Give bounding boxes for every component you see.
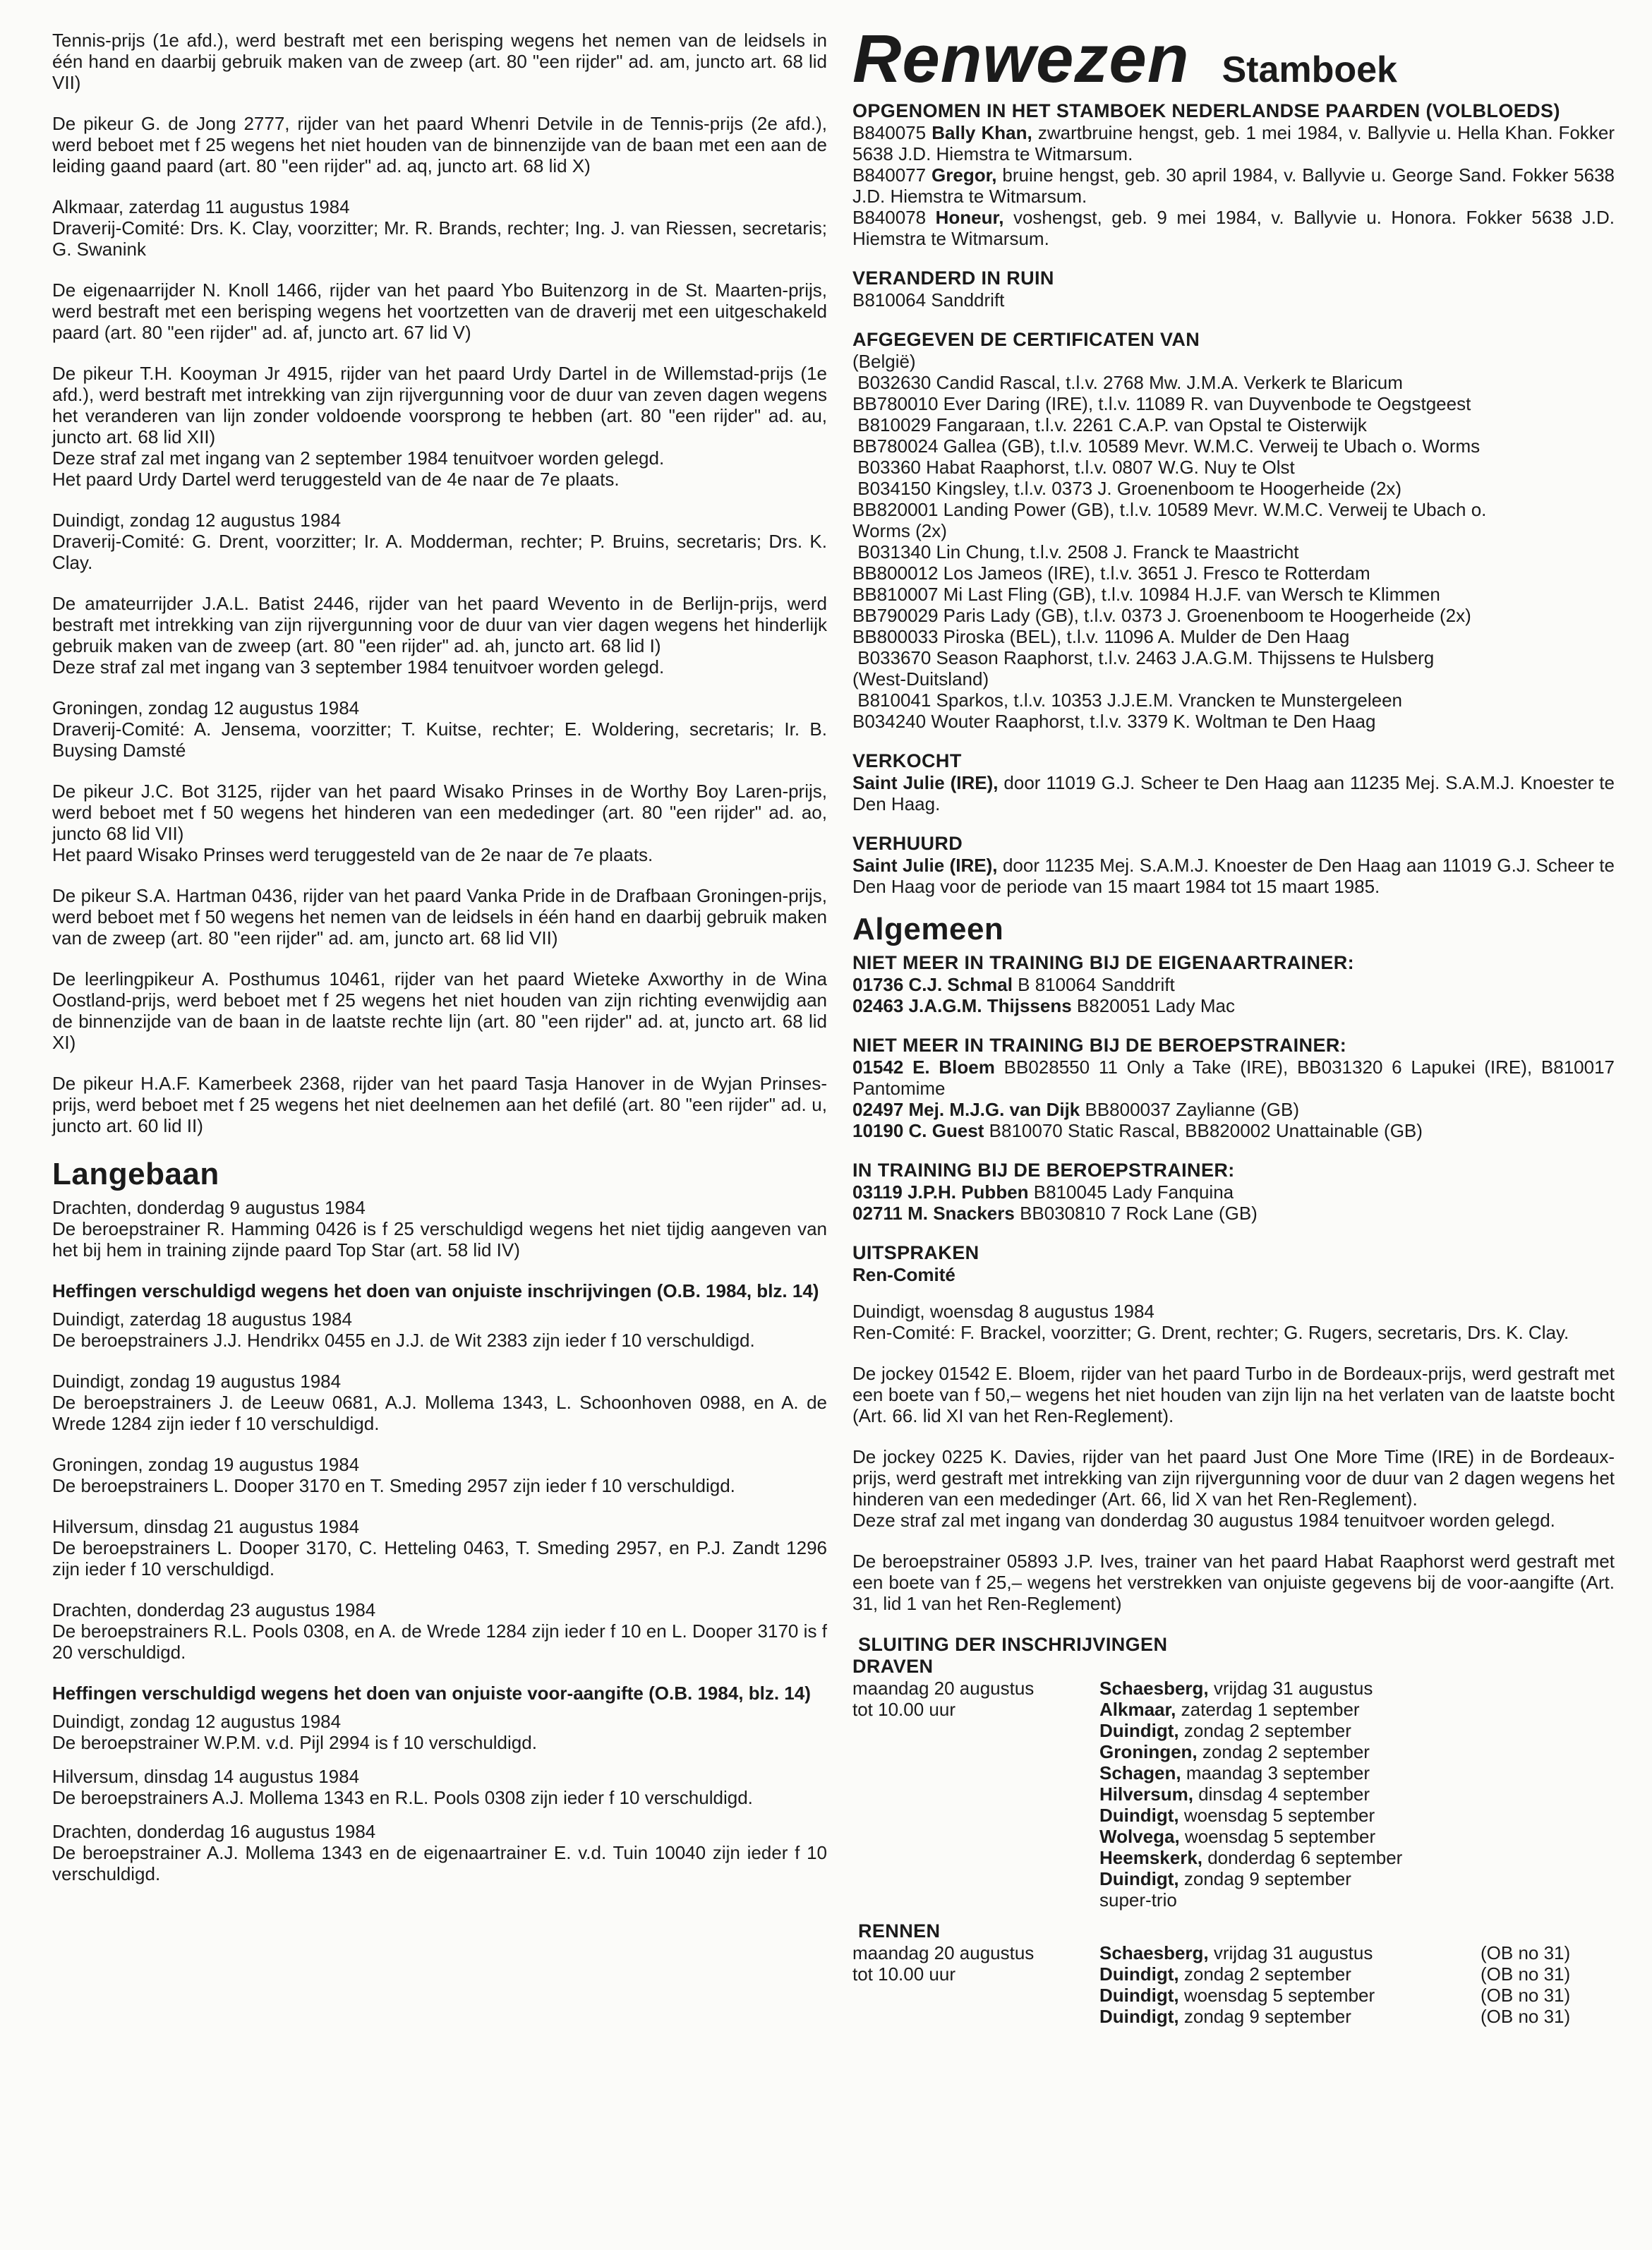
- meeting-place: Schagen,: [1099, 1762, 1181, 1783]
- meeting-date: vrijdag 31 augustus: [1208, 1678, 1373, 1699]
- algemeen-title: Algemeen: [852, 912, 1004, 946]
- certificate-item: (West-Duitsland): [852, 668, 989, 690]
- verhuurd-section: [852, 833, 1615, 897]
- trainer-entry: [852, 1203, 1615, 1224]
- decision-paragraph: De pikeur G. de Jong 2777, rijder van het paard Whenri Detvile in de Tennis-prijs (2e afd.), werd beboet met f 25 wegens het niet houden van de binnenzijde van de baan met een aan de leiding gaand paard (art. 80 "een rijder" ad. aq, juncto art. 68 lid X): [52, 113, 827, 176]
- certificate-item: B810041 Sparkos, t.l.v. 10353 J.J.E.M. Vrancken te Munstergeleen: [852, 690, 1402, 711]
- certificaten-heading: AFGEGEVEN DE CERTIFICATEN VAN: [852, 329, 1200, 350]
- trainer-horses: B820051 Lady Mac: [1071, 995, 1235, 1016]
- verhuurd-details: door 11235 Mej. S.A.M.J. Knoester de Den Haag aan 11019 G.J. Scheer te Den Haag voor de periode van 15 maart 1984 tot 15 maart 1985.: [852, 855, 1615, 897]
- right-column: [852, 21, 1615, 2027]
- trainer-entry: [852, 1181, 1615, 1203]
- niet-eigenaar-section: [852, 952, 1615, 1016]
- meeting-date: zondag 2 september: [1178, 1720, 1351, 1741]
- heffing-item: Duindigt, zondag 12 augustus 1984 De beroepstrainer W.P.M. v.d. Pijl 2994 is f 10 verschuldigd.: [52, 1711, 537, 1753]
- trainer-name: 02711 M. Snackers: [852, 1203, 1015, 1224]
- heffing-item: Groningen, zondag 19 augustus 1984 De beroepstrainers L. Dooper 3170 en T. Smeding 2957 zijn ieder f 10 verschuldigd.: [52, 1454, 735, 1496]
- rennen-row: [1099, 2006, 1615, 2027]
- draven-row: [1099, 1805, 1615, 1826]
- stamboek-entry: [852, 122, 1615, 164]
- certificate-item: B034150 Kingsley, t.l.v. 0373 J. Groenenboom te Hoogerheide (2x): [852, 478, 1402, 499]
- verkocht-section: [852, 750, 1615, 814]
- draven-row: [1099, 1889, 1615, 1911]
- ruin-text: B810064 Sanddrift: [852, 289, 1005, 311]
- uitspraak-paragraph: De beroepstrainer 05893 J.P. Ives, trainer van het paard Habat Raaphorst werd gestraft met een boete van f 25,– wegens het verstrekken van onjuiste gegevens bij de voor-aangifte (Art. 31, lid 1 van het Ren-Reglement): [852, 1551, 1615, 1614]
- decision-paragraph: De pikeur S.A. Hartman 0436, rijder van het paard Vanka Pride in de Drafbaan Groningen-prijs, werd beboet met f 50 wegens het nemen van de leidsels in één hand en daarbij gebruik maken van de zweep (art. 80 "een rijder" ad. am, juncto art. 68 lid VII): [52, 885, 827, 949]
- trainer-horses: B810045 Lady Fanquina: [1028, 1181, 1234, 1203]
- draven-row: [1099, 1762, 1615, 1783]
- langebaan-title: Langebaan: [52, 1157, 219, 1191]
- certificate-item: BB790029 Paris Lady (GB), t.l.v. 0373 J. Groenenboom te Hoogerheide (2x): [852, 605, 1471, 626]
- verkocht-details: door 11019 G.J. Scheer te Den Haag aan 11235 Mej. S.A.M.J. Knoester te Den Haag.: [852, 772, 1615, 814]
- certificate-item: BB810007 Mi Last Fling (GB), t.l.v. 10984 H.J.F. van Wersch te Klimmen: [852, 584, 1440, 605]
- trainer-entry: [852, 1057, 1615, 1099]
- rennen-row: [1099, 1985, 1615, 2006]
- certificate-item: B810029 Fangaraan, t.l.v. 2261 C.A.P. van Opstal te Oisterwijk: [852, 414, 1367, 435]
- ob-reference: (OB no 31): [1481, 1942, 1571, 1963]
- meeting-date: woensdag 5 september: [1179, 1826, 1376, 1847]
- uitspraken-section: [852, 1242, 1615, 1614]
- certificate-item: Worms (2x): [852, 520, 947, 541]
- draven-row: [1099, 1699, 1615, 1720]
- entry-horse-name: Honeur,: [935, 207, 1004, 228]
- rencomite-heading: Ren-Comité: [852, 1264, 955, 1285]
- rennen-heading: RENNEN: [858, 1920, 941, 1942]
- rennen-row: [1099, 1942, 1615, 1963]
- trainer-horses: B 810064 Sanddrift: [1012, 974, 1175, 995]
- niet-beroeps-section: [852, 1035, 1615, 1141]
- heffing-item: Drachten, donderdag 16 augustus 1984 De beroepstrainer A.J. Mollema 1343 en de eigenaartrainer E. v.d. Tuin 10040 zijn ieder f 10 verschuldigd.: [52, 1821, 827, 1884]
- stamboek-entry: [852, 207, 1615, 249]
- trainer-name: 03119 J.P.H. Pubben: [852, 1181, 1029, 1203]
- meeting-place: Duindigt,: [1099, 1720, 1179, 1741]
- draven-heading: DRAVEN: [852, 1656, 934, 1677]
- masthead: [852, 21, 1615, 97]
- verhuurd-heading: VERHUURD: [852, 833, 963, 854]
- trainer-horses: BB800037 Zaylianne (GB): [1080, 1099, 1299, 1120]
- stamboek-section: [852, 100, 1615, 249]
- in-beroeps-section: [852, 1160, 1615, 1224]
- meeting-place: Groningen,: [1099, 1741, 1198, 1762]
- verkocht-text: [852, 772, 1615, 814]
- trainer-name: 01542 E. Bloem: [852, 1057, 995, 1078]
- entry-details: zwartbruine hengst, geb. 1 mei 1984, v. Ballyvie u. Hella Khan. Fokker 5638 J.D. Hiemstra te Witmarsum.: [852, 122, 1615, 164]
- certificaten-section: [852, 329, 1615, 732]
- certificate-item: BB800033 Piroska (BEL), t.l.v. 11096 A. Mulder de Den Haag: [852, 626, 1350, 647]
- meeting-date: zaterdag 1 september: [1176, 1699, 1360, 1720]
- in-beroeps-heading: IN TRAINING BIJ DE BEROEPSTRAINER:: [852, 1160, 1235, 1181]
- trainer-horses: BB028550 11 Only a Take (IRE), BB031320 6 Lapukei (IRE), B810017 Pantomime: [852, 1057, 1615, 1099]
- meeting-place: Hilversum,: [1099, 1783, 1193, 1805]
- meeting-place: Duindigt,: [1099, 2006, 1179, 2027]
- decision-paragraph: De pikeur T.H. Kooyman Jr 4915, rijder van het paard Urdy Dartel in de Willemstad-prijs (1e afd.), werd bestraft met intrekking van zijn rijvergunning voor de duur van zeven dagen wegens het veranderen van lijn zonder voldoende voorsprong te hebben (art. 80 "een rijder" ad. au, juncto art. 68 lid XII) Deze straf zal met ingang van 2 september 1984 tenuitvoer worden gelegd. Het paard Urdy Dartel werd teruggesteld van de 4e naar de 7e plaats.: [52, 363, 827, 490]
- decision-paragraph: De eigenaarrijder N. Knoll 1466, rijder van het paard Ybo Buitenzorg in de St. Maarten-prijs, werd bestraft met een berisping wegens het voortzetten van de draverij met een uitgeschakeld paard (art. 80 "een rijder" ad. af, juncto art. 67 lid V): [52, 279, 827, 343]
- stamboek-entry: [852, 164, 1615, 207]
- verhuurd-text: [852, 855, 1615, 897]
- uitspraken-heading: UITSPRAKEN: [852, 1242, 979, 1263]
- decision-paragraph: De pikeur J.C. Bot 3125, rijder van het paard Wisako Prinses in de Worthy Boy Laren-prijs, werd beboet met f 50 wegens het hinderen van een mededinger (art. 80 "een rijder" ad. ao, juncto 68 lid VII) Het paard Wisako Prinses werd teruggesteld van de 2e naar de 7e plaats.: [52, 781, 827, 865]
- trainer-entry: [852, 995, 1615, 1016]
- meeting-date: maandag 3 september: [1181, 1762, 1370, 1783]
- meeting-date: zondag 9 september: [1178, 2006, 1351, 2027]
- ob-reference: (OB no 31): [1481, 1963, 1571, 1985]
- meeting-place: Duindigt,: [1099, 1985, 1179, 2006]
- meeting-date: donderdag 6 september: [1202, 1847, 1403, 1868]
- verkocht-heading: VERKOCHT: [852, 750, 962, 771]
- draven-row: [1099, 1678, 1615, 1699]
- decision-paragraph: De leerlingpikeur A. Posthumus 10461, rijder van het paard Wieteke Axworthy in de Wina Oostland-prijs, werd beboet met f 25 wegens het niet houden van zijn richting evenwijdig aan de binnenzijde van de baan in de laatste rechte lijn (art. 80 "een rijder" ad. at, juncto art. 68 lid XI): [52, 968, 827, 1053]
- ruin-section: [852, 267, 1615, 311]
- heffing-item: Hilversum, dinsdag 14 augustus 1984 De beroepstrainers A.J. Mollema 1343 en R.L. Pools 0308 zijn ieder f 10 verschuldigd.: [52, 1766, 753, 1808]
- sluiting-section: [852, 1634, 1615, 2027]
- meeting-place: Duindigt,: [1099, 1805, 1179, 1826]
- meeting-place: Schaesberg,: [1099, 1942, 1209, 1963]
- certificate-item: B03360 Habat Raaphorst, t.l.v. 0807 W.G. Nuy te Olst: [852, 457, 1295, 478]
- draven-deadline: maandag 20 augustus tot 10.00 uur: [852, 1678, 1035, 1720]
- meeting-date: dinsdag 4 september: [1193, 1783, 1370, 1805]
- masthead-subtitle: Stamboek: [1222, 49, 1397, 90]
- trainer-name: 02497 Mej. M.J.G. van Dijk: [852, 1099, 1080, 1120]
- entry-code: B840078: [852, 207, 927, 228]
- ob-reference: (OB no 31): [1481, 1985, 1571, 2006]
- decision-paragraph: Tennis-prijs (1e afd.), werd bestraft met een berisping wegens het nemen van de leidsels in één hand en daarbij gebruik maken van de zweep (art. 80 "een rijder" ad. am, juncto art. 68 lid VII): [52, 30, 827, 93]
- certificate-item: B033670 Season Raaphorst, t.l.v. 2463 J.A.G.M. Thijssens te Hulsberg: [852, 647, 1435, 668]
- uitspraak-paragraph: Duindigt, woensdag 8 augustus 1984 Ren-Comité: F. Brackel, voorzitter; G. Drent, rechter; G. Rugers, secretaris, Drs. K. Clay.: [852, 1301, 1569, 1343]
- draven-table: [852, 1678, 1615, 1911]
- meeting-date: zondag 2 september: [1197, 1741, 1370, 1762]
- trainer-entry: [852, 1120, 1615, 1141]
- verhuurd-horse: Saint Julie (IRE),: [852, 855, 998, 876]
- meeting-place: Duindigt,: [1099, 1868, 1179, 1889]
- meeting-date: woensdag 5 september: [1178, 1985, 1375, 2006]
- draven-row: [1099, 1741, 1615, 1762]
- heffing-item: Drachten, donderdag 23 augustus 1984 De beroepstrainers R.L. Pools 0308, en A. de Wrede 1284 zijn ieder f 10 en L. Dooper 3170 is f 20 verschuldigd.: [52, 1599, 827, 1663]
- left-column: [52, 30, 827, 1897]
- heffing-vooraangifte-title: Heffingen verschuldigd wegens het doen van onjuiste voor-aangifte (O.B. 1984, blz. 14): [52, 1683, 811, 1704]
- decision-paragraph: Groningen, zondag 12 augustus 1984 Draverij-Comité: A. Jensema, voorzitter; T. Kuitse, rechter; E. Woldering, secretaris; Ir. B. Buysing Damsté: [52, 697, 827, 761]
- uitspraak-paragraph: De jockey 0225 K. Davies, rijder van het paard Just One More Time (IRE) in de Bordeaux-prijs, werd gestraft met intrekking van zijn rijvergunning voor de duur van 2 dagen wegens het hinderen van een mededinger (Art. 66, lid X van het Ren-Reglement). Deze straf zal met ingang van donderdag 30 augustus 1984 tenuitvoer worden gelegd.: [852, 1446, 1615, 1531]
- rennen-row: [1099, 1963, 1615, 1985]
- sluiting-heading: SLUITING DER INSCHRIJVINGEN: [858, 1634, 1168, 1655]
- trainer-horses: B810070 Static Rascal, BB820002 Unattainable (GB): [984, 1120, 1423, 1141]
- entry-code: B840075: [852, 122, 927, 143]
- certificate-item: B034240 Wouter Raaphorst, t.l.v. 3379 K. Woltman te Den Haag: [852, 711, 1376, 732]
- certificate-item: B032630 Candid Rascal, t.l.v. 2768 Mw. J.M.A. Verkerk te Blaricum: [852, 372, 1403, 393]
- langebaan-intro: Drachten, donderdag 9 augustus 1984 De beroepstrainer R. Hamming 0426 is f 25 verschuldigd wegens het niet tijdig aangeven van het bij hem in training zijnde paard Top Star (art. 58 lid IV): [52, 1197, 827, 1261]
- meeting-date: vrijdag 31 augustus: [1208, 1942, 1373, 1963]
- certificate-item: BB820001 Landing Power (GB), t.l.v. 10589 Mevr. W.M.C. Verweij te Ubach o.: [852, 499, 1487, 520]
- entry-horse-name: Bally Khan,: [931, 122, 1032, 143]
- draven-row: [1099, 1847, 1615, 1868]
- decision-paragraph: De amateurrijder J.A.L. Batist 2446, rijder van het paard Wevento in de Berlijn-prijs, werd bestraft met intrekking van zijn rijvergunning voor de duur van vier dagen wegens het hinderlijk gebruik maken van de zweep (art. 80 "een rijder" ad. ah, juncto art. 68 lid I) Deze straf zal met ingang van 3 september 1984 tenuitvoer worden gelegd.: [52, 593, 827, 678]
- heffing-item: Duindigt, zaterdag 18 augustus 1984 De beroepstrainers J.J. Hendrikx 0455 en J.J. de Wit 2383 zijn ieder f 10 verschuldigd.: [52, 1309, 755, 1351]
- entry-horse-name: Gregor,: [931, 164, 997, 186]
- decision-paragraph: Alkmaar, zaterdag 11 augustus 1984 Draverij-Comité: Drs. K. Clay, voorzitter; Mr. R. Brands, rechter; Ing. J. van Riessen, secretaris; G. Swanink: [52, 196, 827, 260]
- draven-row: [1099, 1720, 1615, 1741]
- draven-row: [1099, 1868, 1615, 1889]
- rennen-table: [852, 1942, 1615, 2027]
- meeting-place: Heemskerk,: [1099, 1847, 1202, 1868]
- decision-paragraph: Duindigt, zondag 12 augustus 1984 Draverij-Comité: G. Drent, voorzitter; Ir. A. Modderman, rechter; P. Bruins, secretaris; Drs. K. Clay.: [52, 510, 827, 573]
- rennen-deadline: maandag 20 augustus tot 10.00 uur: [852, 1942, 1035, 1985]
- trainer-name: 02463 J.A.G.M. Thijssens: [852, 995, 1072, 1016]
- trainer-entry: [852, 1099, 1615, 1120]
- verkocht-horse: Saint Julie (IRE),: [852, 772, 999, 793]
- certificate-item: B031340 Lin Chung, t.l.v. 2508 J. Franck te Maastricht: [852, 541, 1299, 562]
- heffing-item: Hilversum, dinsdag 21 augustus 1984 De beroepstrainers L. Dooper 3170, C. Hetteling 0463, T. Smeding 2957, en P.J. Zandt 1296 zijn ieder f 10 verschuldigd.: [52, 1516, 827, 1580]
- meeting-date: woensdag 5 september: [1178, 1805, 1375, 1826]
- meeting-place: Alkmaar,: [1099, 1699, 1176, 1720]
- heffing-item: Duindigt, zondag 19 augustus 1984 De beroepstrainers J. de Leeuw 0681, A.J. Mollema 1343, L. Schoonhoven 0988, en A. de Wrede 1284 zijn ieder f 10 verschuldigd.: [52, 1371, 827, 1434]
- meeting-date: zondag 9 september: [1178, 1868, 1351, 1889]
- ob-reference: (OB no 31): [1481, 2006, 1571, 2027]
- draven-row: [1099, 1826, 1615, 1847]
- masthead-title: Renwezen: [852, 21, 1190, 97]
- trainer-horses: BB030810 7 Rock Lane (GB): [1014, 1203, 1258, 1224]
- meeting-date: zondag 2 september: [1178, 1963, 1351, 1985]
- meeting-place: Duindigt,: [1099, 1963, 1179, 1985]
- trainer-name: 01736 C.J. Schmal: [852, 974, 1013, 995]
- meeting-place: Wolvega,: [1099, 1826, 1180, 1847]
- decision-paragraph: De pikeur H.A.F. Kamerbeek 2368, rijder van het paard Tasja Hanover in de Wyjan Prinses-prijs, werd beboet met f 25 wegens het niet deelnemen aan het defilé (art. 80 "een rijder" ad. u, juncto art. 60 lid II): [52, 1073, 827, 1136]
- entry-details: bruine hengst, geb. 30 april 1984, v. Ballyvie u. George Sand. Fokker 5638 J.D. Hiemstra te Witmarsum.: [852, 164, 1615, 207]
- uitspraak-paragraph: De jockey 01542 E. Bloem, rijder van het paard Turbo in de Bordeaux-prijs, werd gestraft met een boete van f 50,– wegens het niet houden van zijn lijn na het verlaten van de laatste bocht (Art. 66. lid XI van het Ren-Reglement).: [852, 1363, 1615, 1426]
- entry-code: B840077: [852, 164, 927, 186]
- meeting-place: Schaesberg,: [1099, 1678, 1209, 1699]
- certificate-item: BB780024 Gallea (GB), t.l.v. 10589 Mevr. W.M.C. Verweij te Ubach o. Worms: [852, 435, 1481, 457]
- heffing-inschrijving-title: Heffingen verschuldigd wegens het doen van onjuiste inschrijvingen (O.B. 1984, blz. 14): [52, 1280, 819, 1301]
- entry-details: voshengst, geb. 9 mei 1984, v. Ballyvie u. Honora. Fokker 5638 J.D. Hiemstra te Witmarsum.: [852, 207, 1615, 249]
- certificaten-country: (België): [852, 351, 916, 372]
- niet-beroeps-heading: NIET MEER IN TRAINING BIJ DE BEROEPSTRAINER:: [852, 1035, 1347, 1056]
- trainer-entry: [852, 974, 1615, 995]
- stamboek-heading: OPGENOMEN IN HET STAMBOEK NEDERLANDSE PAARDEN (VOLBLOEDS): [852, 100, 1560, 121]
- trainer-name: 10190 C. Guest: [852, 1120, 984, 1141]
- meeting-date: super-trio: [1099, 1889, 1177, 1911]
- certificate-item: BB800012 Los Jameos (IRE), t.l.v. 3651 J. Fresco te Rotterdam: [852, 562, 1370, 584]
- ruin-heading: VERANDERD IN RUIN: [852, 267, 1054, 289]
- niet-eigenaar-heading: NIET MEER IN TRAINING BIJ DE EIGENAARTRAINER:: [852, 952, 1355, 973]
- certificate-item: BB780010 Ever Daring (IRE), t.l.v. 11089 R. van Duyvenbode te Oegstgeest: [852, 393, 1471, 414]
- draven-row: [1099, 1783, 1615, 1805]
